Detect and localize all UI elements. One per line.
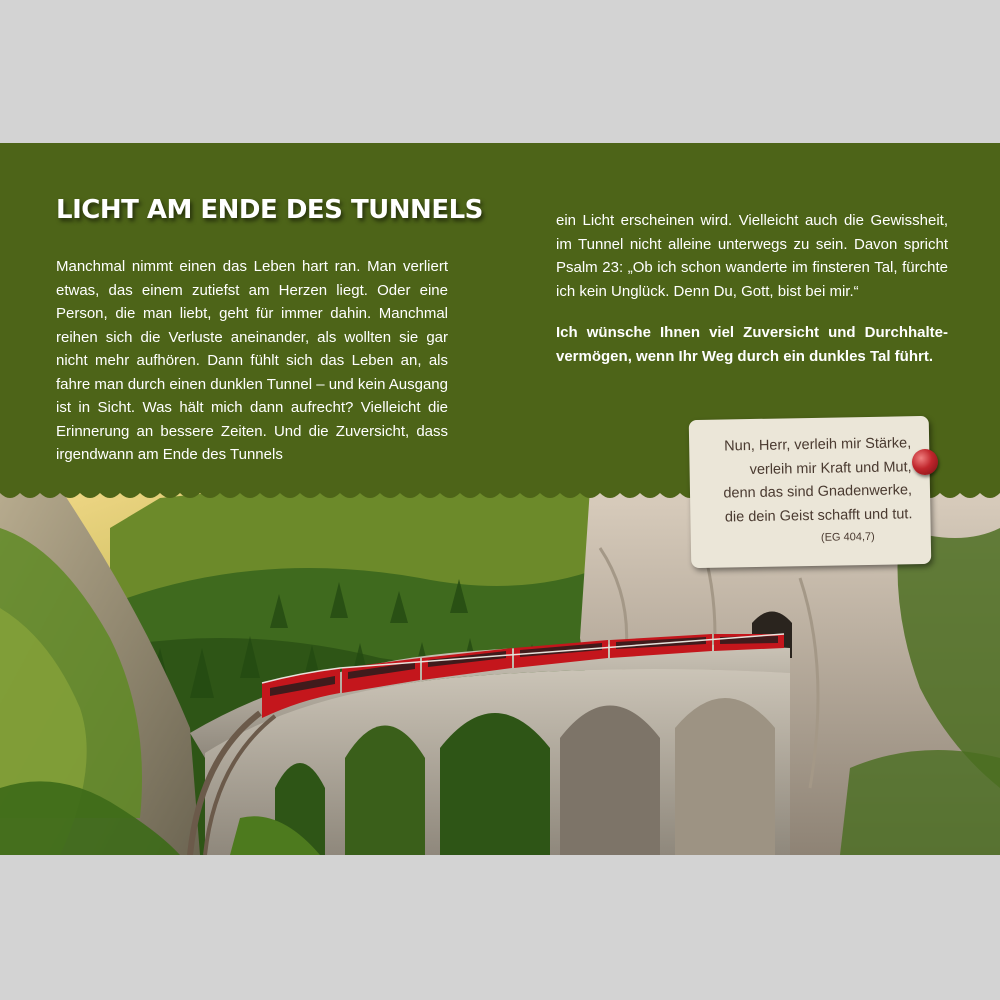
closing-wish: Ich wünsche Ihnen viel Zuversicht und Durchhaltevermögen, wenn Ihr Weg durch ein dunkles Tal führt. [556, 324, 948, 365]
right-paragraph: ein Licht erscheinen wird. Vielleicht auch die Gewissheit, im Tunnel nicht alleine unterwegs zu sein. Davon spricht Psalm 23: „Ob ich schon wanderte im finsteren Tal, fürchte ich kein Unglück. Denn Du, Gott, bist bei mir.“ [556, 212, 948, 300]
hymn-note-card [689, 416, 932, 568]
page-title: LICHT AM ENDE DES TUNNELS [56, 195, 483, 225]
note-line: denn das sind Gnadenwerke, [723, 482, 913, 502]
left-paragraph: Manchmal nimmt einen das Leben hart ran. Man verliert etwas, das einem zutiefst am Herzen liegt. Oder eine Person, die man liebt, geht für immer dahin. Manchmal reihen sich die Verluste aneinander, als wollten sie gar nicht mehr aufhören. Dann fühlt sich das Leben an, als fahre man durch einen dunklen Tunnel – und kein Ausgang ist in Sicht. Was hält mich dann aufrecht? Vielleicht die Erinnerung an bessere Zeiten. Und die Zuversicht, dass irgendwann am Ende des Tunnels [56, 258, 448, 463]
note-line: die dein Geist schafft und tut. [724, 505, 913, 525]
magazine-spread [0, 143, 1000, 855]
red-pushpin-icon [912, 449, 938, 475]
left-column [56, 195, 483, 467]
hymn-reference: (EG 404,7) [820, 530, 875, 544]
right-column [556, 209, 948, 368]
note-line: verleih mir Kraft und Mut, [749, 458, 912, 478]
note-line: Nun, Herr, verleih mir Stärke, [724, 435, 912, 455]
